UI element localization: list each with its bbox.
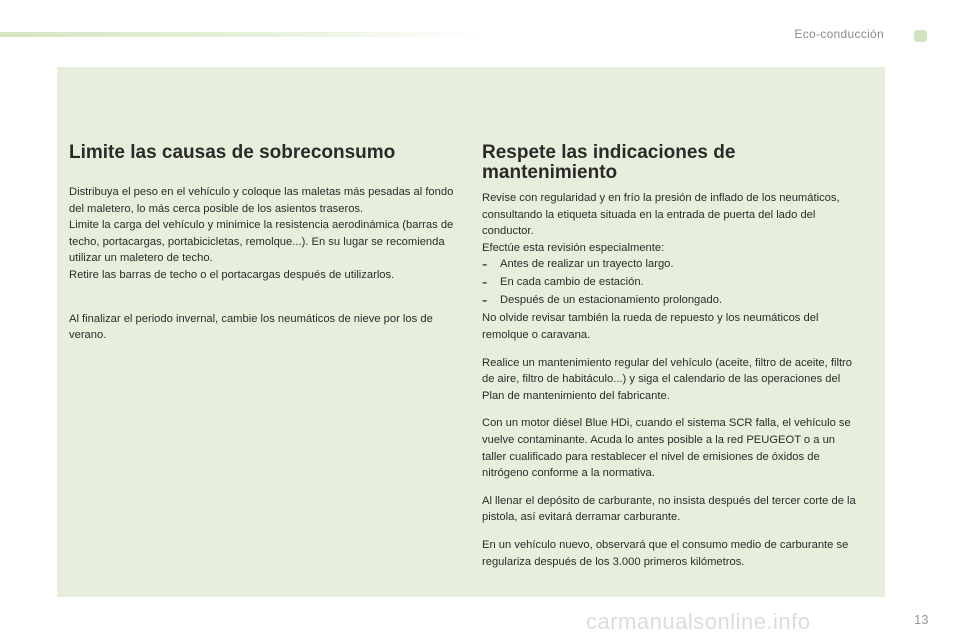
left-heading: Limite las causas de sobreconsumo — [69, 142, 396, 163]
bullet-marker: - — [482, 274, 488, 292]
left-paragraph: Al finalizar el periodo invernal, cambie los neumáticos de nieve por los de verano. — [69, 312, 433, 342]
header-accent-bar — [0, 32, 480, 37]
left-paragraph: Retire las barras de techo o el portacargas después de utilizarlos. — [69, 268, 395, 281]
right-paragraph: Realice un mantenimiento regular del vehículo (aceite, filtro de aceite, filtro de aire, filtro de habitáculo...) y siga el calendario de las operaciones del Plan de mantenimiento del fabricante. — [482, 356, 853, 402]
right-paragraph: Revise con regularidad y en frío la presión de inflado de los neumáticos, consultando la etiqueta situada en la entrada de puerta del lado del conductor. — [482, 192, 840, 238]
right-column — [482, 143, 860, 570]
right-paragraph: Con un motor diésel Blue HDi, cuando el sistema SCR falla, el vehículo se vuelve contaminante. Acuda lo antes posible a la red PEUGEOT o a un taller cualificado para restablecer el nivel de emisiones de óxidos de nitrógeno conforme a la normativa. — [482, 417, 851, 480]
bullet-marker: - — [482, 292, 488, 310]
page-number: 13 — [914, 612, 929, 627]
right-paragraph: Efectúe esta revisión especialmente: — [482, 241, 665, 254]
left-paragraph: Distribuya el peso en el vehículo y coloque las maletas más pesadas al fondo del maletero, lo más cerca posible de los asientos traseros. — [69, 186, 454, 215]
list-item — [482, 256, 860, 274]
list-item-text: En cada cambio de estación. — [500, 276, 644, 289]
list-item — [482, 292, 860, 310]
section-title: Eco-conducción — [794, 27, 884, 41]
list-item-text: Antes de realizar un trayecto largo. — [500, 258, 674, 271]
right-paragraph: No olvide revisar también la rueda de repuesto y los neumáticos del remolque o caravana. — [482, 312, 819, 341]
left-column — [69, 143, 461, 344]
list-item-text: Después de un estacionamiento prolongado. — [500, 294, 723, 307]
section-marker — [914, 30, 927, 42]
right-paragraph: Al llenar el depósito de carburante, no insista después del tercer corte de la pistola, así evitará derramar carburante. — [482, 494, 856, 524]
bullet-marker: - — [482, 256, 488, 274]
list-item — [482, 274, 860, 292]
watermark: carmanualsonline.info — [586, 609, 811, 634]
right-paragraph: En un vehículo nuevo, observará que el consumo medio de carburante se regulariza después de los 3.000 primeros kilómetros. — [482, 538, 849, 568]
right-heading: Respete las indicaciones de mantenimiento — [482, 142, 736, 183]
left-paragraph: Limite la carga del vehículo y minimice la resistencia aerodinámica (barras de techo, portacargas, portabicicletas, remolque...). En su lugar se recomienda utilizar un maletero de techo. — [69, 219, 454, 265]
